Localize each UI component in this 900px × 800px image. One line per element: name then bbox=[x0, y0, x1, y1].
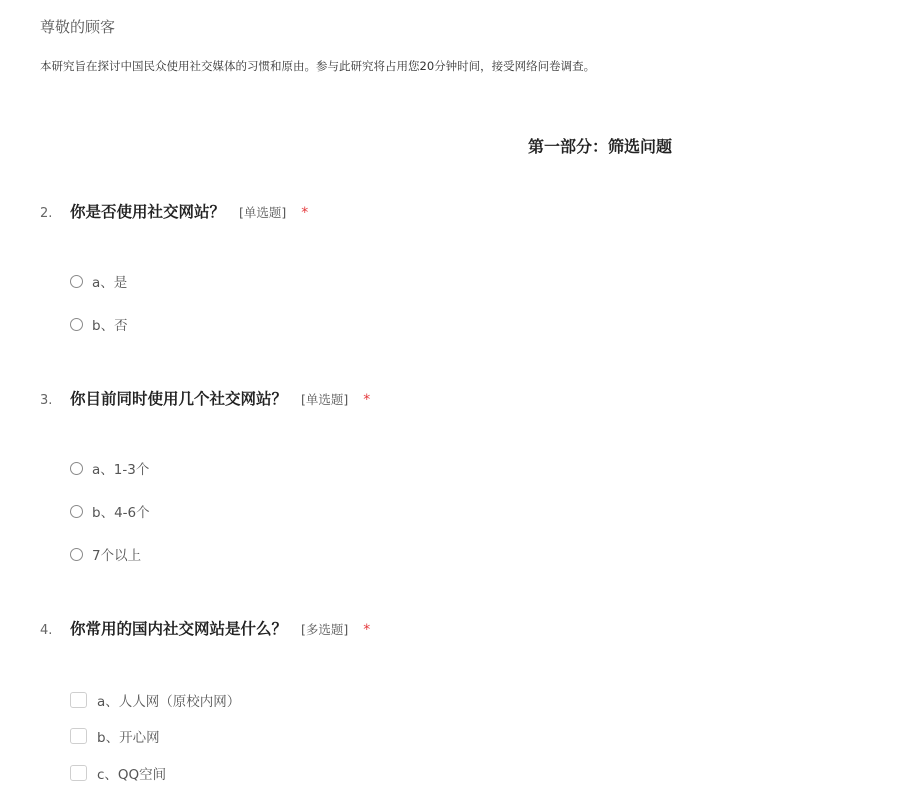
option-q3-b[interactable] bbox=[70, 501, 150, 521]
question-4 bbox=[40, 617, 860, 783]
option-q3-c[interactable] bbox=[70, 544, 141, 564]
radio-button[interactable] bbox=[70, 462, 83, 475]
option-q2-a[interactable] bbox=[70, 271, 127, 291]
intro-text: 本研究旨在探讨中国民众使用社交媒体的习惯和原由。参与此研究将占用您20分钟时间，接受网络问卷调查。 bbox=[40, 59, 596, 73]
option-q4-c[interactable] bbox=[70, 763, 166, 783]
option-q3-a[interactable] bbox=[70, 458, 149, 478]
question-type-tag: [单选题] bbox=[239, 205, 287, 220]
question-3 bbox=[40, 387, 860, 564]
question-title: 你常用的国内社交网站是什么？ bbox=[70, 620, 288, 638]
question-title: 你是否使用社交网站？ bbox=[70, 203, 226, 221]
option-label[interactable]: a、是 bbox=[92, 275, 128, 291]
required-marker: * bbox=[363, 392, 371, 408]
required-marker: * bbox=[363, 622, 371, 638]
option-label[interactable]: c、QQ空间 bbox=[97, 767, 167, 783]
checkbox[interactable] bbox=[70, 765, 87, 781]
required-marker: * bbox=[301, 205, 309, 221]
option-q2-b[interactable] bbox=[70, 314, 128, 334]
option-label[interactable]: b、4-6个 bbox=[92, 505, 150, 521]
radio-button[interactable] bbox=[70, 548, 83, 561]
radio-button[interactable] bbox=[70, 275, 83, 288]
option-label[interactable]: a、人人网（原校内网） bbox=[97, 694, 241, 710]
question-number: 2. bbox=[40, 206, 53, 221]
section-title: 第一部分：筛选问题 bbox=[528, 137, 673, 156]
option-label[interactable]: b、否 bbox=[92, 318, 128, 334]
question-type-tag: [多选题] bbox=[301, 622, 349, 637]
question-type-tag: [单选题] bbox=[301, 392, 349, 407]
greeting-text: 尊敬的顾客 bbox=[40, 18, 116, 36]
option-label[interactable]: 7个以上 bbox=[92, 548, 142, 564]
option-q4-b[interactable] bbox=[70, 726, 160, 746]
question-2 bbox=[40, 200, 860, 334]
option-label[interactable]: b、开心网 bbox=[97, 730, 160, 746]
option-label[interactable]: a、1-3个 bbox=[92, 462, 150, 478]
radio-button[interactable] bbox=[70, 505, 83, 518]
radio-button[interactable] bbox=[70, 318, 83, 331]
option-q4-a[interactable] bbox=[70, 690, 240, 710]
question-number: 3. bbox=[40, 393, 53, 408]
question-header bbox=[40, 617, 860, 639]
question-header bbox=[40, 200, 860, 222]
question-title: 你目前同时使用几个社交网站？ bbox=[70, 390, 288, 408]
question-number: 4. bbox=[40, 623, 53, 638]
checkbox[interactable] bbox=[70, 692, 87, 708]
question-header bbox=[40, 387, 860, 409]
checkbox[interactable] bbox=[70, 728, 87, 744]
